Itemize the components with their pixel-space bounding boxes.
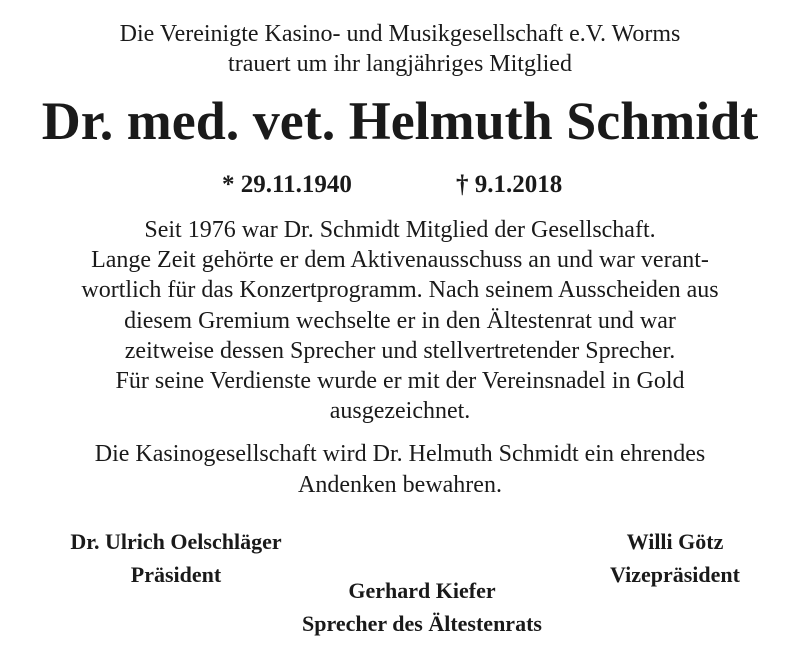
tribute-line: zeitweise dessen Sprecher und stellvertretender Sprecher. <box>124 337 676 364</box>
closing-line: Die Kasinogesellschaft wird Dr. Helmuth Schmidt ein ehrendes <box>94 441 706 467</box>
signatory-name: Willi Götz <box>626 529 724 554</box>
intro-text <box>0 19 800 79</box>
signatory-role: Vizepräsident <box>610 562 740 587</box>
tribute-line: wortlich für das Konzertprogramm. Nach seinem Ausscheiden aus <box>81 277 719 304</box>
signatory-name: Dr. Ulrich Oelschläger <box>70 529 282 554</box>
signatory-name: Gerhard Kiefer <box>348 578 496 603</box>
tribute-line: diesem Gremium wechselte er in den Ältestenrat und war <box>124 307 676 334</box>
signatory-council-speaker <box>262 574 582 640</box>
signatory-role: Präsident <box>130 562 222 587</box>
tribute-paragraph <box>0 215 800 426</box>
signatory-vice-president <box>575 525 775 591</box>
intro-line: Die Vereinigte Kasino- und Musikgesellschaft e.V. Worms <box>119 21 681 47</box>
birth-date: * 29.11.1940 <box>222 171 352 198</box>
tribute-line: ausgezeichnet. <box>329 398 471 425</box>
deceased-name: Dr. med. vet. Helmuth Schmidt <box>41 91 759 151</box>
signatory-role: Sprecher des Ältestenrats <box>302 611 542 636</box>
death-date: † 9.1.2018 <box>456 171 563 198</box>
tribute-line: Lange Zeit gehörte er dem Aktivenausschuss an und war verant- <box>91 247 709 274</box>
closing-line: Andenken bewahren. <box>298 472 502 498</box>
intro-line: trauert um ihr langjähriges Mitglied <box>228 51 572 77</box>
closing-paragraph <box>0 439 800 501</box>
tribute-line: Seit 1976 war Dr. Schmidt Mitglied der Gesellschaft. <box>144 217 656 243</box>
life-dates <box>0 170 800 200</box>
tribute-line: Für seine Verdienste wurde er mit der Vereinsnadel in Gold <box>115 368 685 395</box>
